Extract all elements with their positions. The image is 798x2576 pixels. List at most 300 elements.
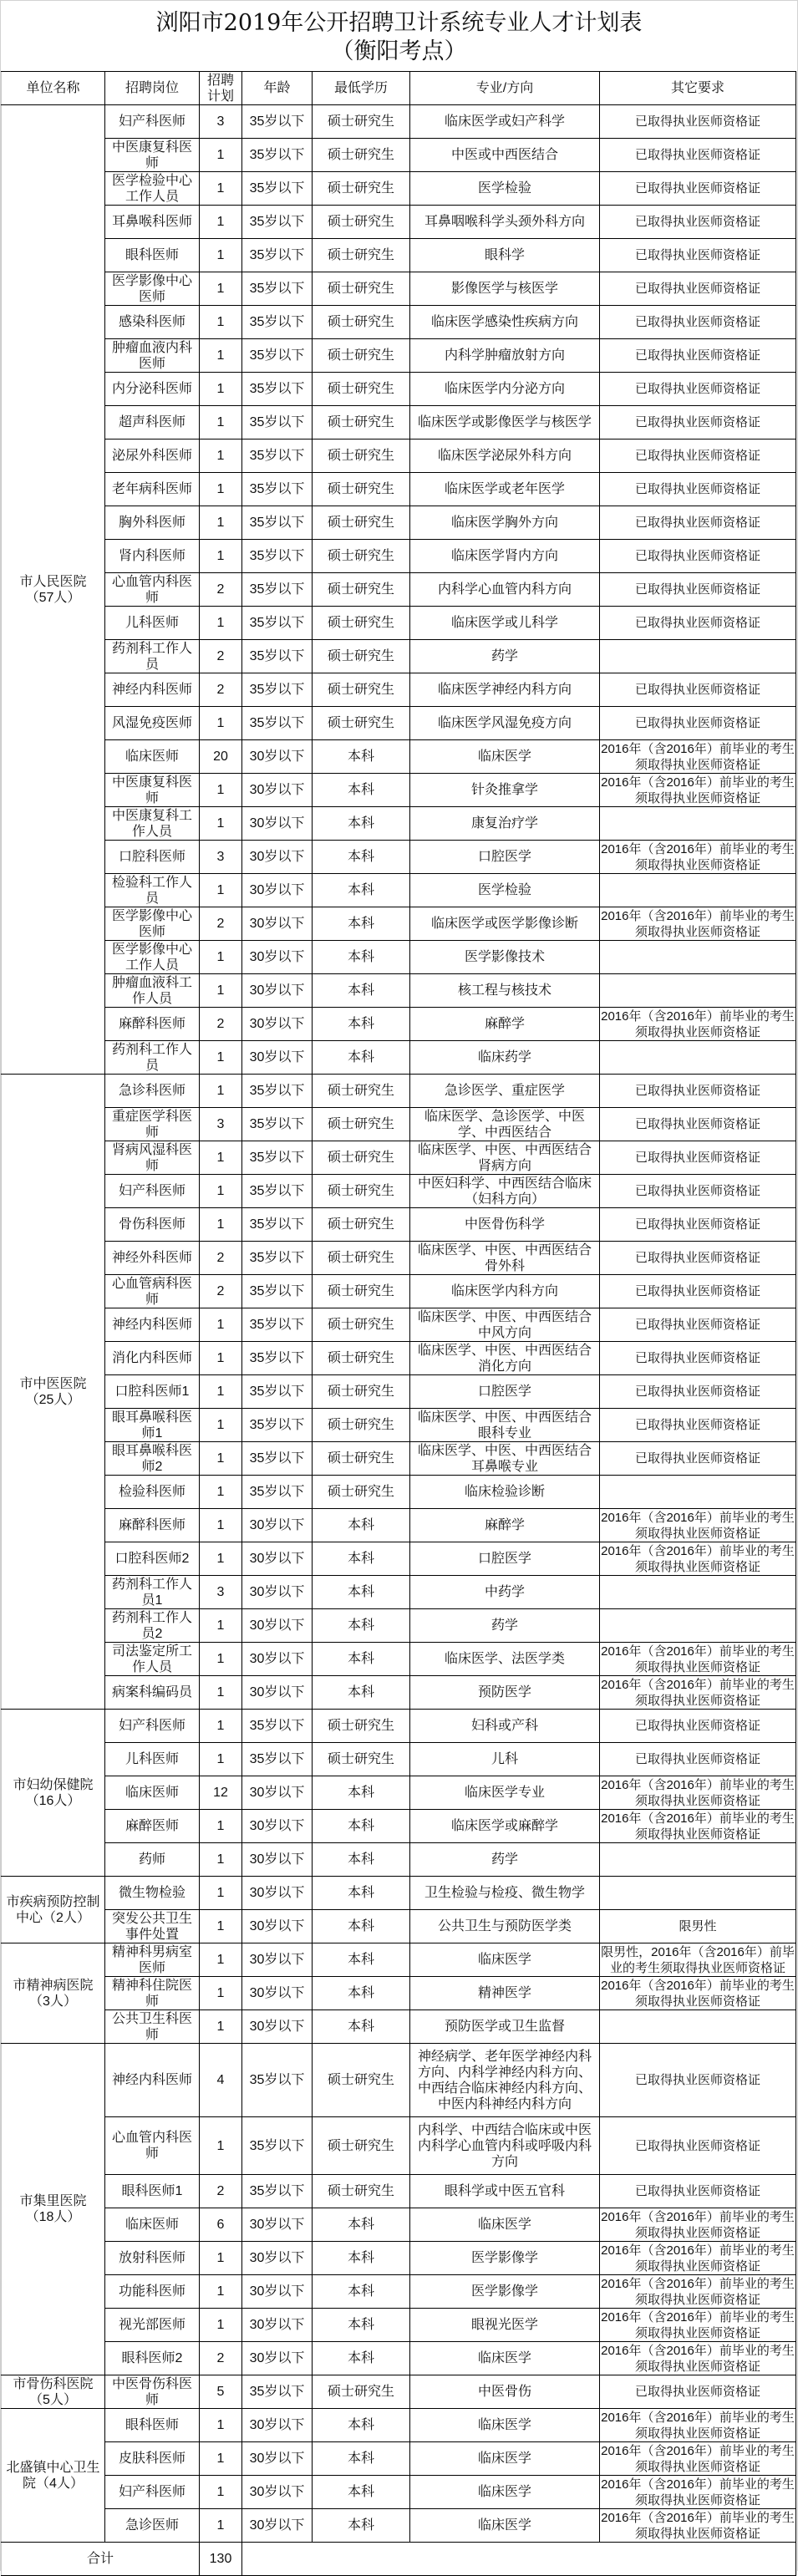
table-row <box>2 1542 796 1576</box>
cell-education: 硕士研究生 <box>313 1342 410 1375</box>
cell-major: 临床医学、中医、中西医结合消化方向 <box>410 1342 600 1375</box>
cell-plan: 1 <box>200 439 242 473</box>
cell-plan: 1 <box>200 1609 242 1643</box>
table-row <box>2 172 796 206</box>
cell-requirement <box>600 974 796 1008</box>
table-row <box>2 2476 796 2509</box>
cell-plan: 3 <box>200 841 242 874</box>
cell-plan: 4 <box>200 2044 242 2117</box>
unit-name-cell <box>2 1075 105 1710</box>
cell-position: 急诊科医师 <box>105 1075 200 1108</box>
cell-requirement: 已取得执业医师资格证 <box>600 1175 796 1208</box>
cell-age: 35岁以下 <box>242 506 313 540</box>
cell-major: 麻醉学 <box>410 1008 600 1041</box>
cell-education: 本科 <box>313 1609 410 1643</box>
cell-major: 临床医学或麻醉学 <box>410 1810 600 1843</box>
cell-major: 临床医学 <box>410 2409 600 2442</box>
cell-education: 本科 <box>313 1643 410 1676</box>
cell-major: 口腔医学 <box>410 841 600 874</box>
cell-requirement: 已取得执业医师资格证 <box>600 406 796 439</box>
cell-requirement: 已取得执业医师资格证 <box>600 1375 796 1409</box>
cell-position: 眼科医师 <box>105 2409 200 2442</box>
unit-headcount: （16人） <box>25 1793 81 1808</box>
cell-position: 妇产科医师 <box>105 2476 200 2509</box>
table-row <box>2 1342 796 1375</box>
table-row <box>2 1108 796 1141</box>
cell-requirement: 已取得执业医师资格证 <box>600 473 796 506</box>
cell-age: 30岁以下 <box>242 2208 313 2242</box>
cell-age: 35岁以下 <box>242 339 313 373</box>
cell-major: 中医骨伤 <box>410 2375 600 2409</box>
table-row <box>2 2010 796 2044</box>
cell-age: 30岁以下 <box>242 2309 313 2342</box>
unit-name: 市骨伤科医院 <box>13 2376 94 2391</box>
cell-requirement: 2016年（含2016年）前毕业的考生须取得执业医师资格证 <box>601 2243 795 2274</box>
cell-position: 临床医师 <box>105 1776 200 1810</box>
cell-position: 药师 <box>105 1843 200 1877</box>
cell-position: 眼科医师1 <box>105 2175 200 2208</box>
cell-requirement: 已取得执业医师资格证 <box>600 339 796 373</box>
cell-age: 30岁以下 <box>242 1676 313 1710</box>
cell-major: 眼科学 <box>410 239 600 272</box>
cell-position: 儿科医师 <box>105 1743 200 1776</box>
cell-major: 眼科学或中医五官科 <box>410 2175 600 2208</box>
table-row <box>2 1509 796 1542</box>
table-row <box>2 640 796 673</box>
cell-major: 预防医学或卫生监督 <box>410 2010 600 2044</box>
cell-education: 硕士研究生 <box>313 1141 410 1175</box>
cell-education: 硕士研究生 <box>313 139 410 172</box>
cell-major: 临床医学或影像医学与核医学 <box>410 406 600 439</box>
cell-age: 35岁以下 <box>242 1308 313 1342</box>
cell-education: 硕士研究生 <box>313 1710 410 1743</box>
cell-age: 35岁以下 <box>242 373 313 406</box>
unit-name: 市集里医院 <box>19 2194 87 2208</box>
cell-major: 口腔医学 <box>410 1542 600 1576</box>
cell-requirement: 2016年（含2016年）前毕业的考生须取得执业医师资格证 <box>601 2510 795 2541</box>
cell-major: 精神医学 <box>410 1977 600 2010</box>
cell-plan: 12 <box>200 1776 242 1810</box>
cell-major: 康复治疗学 <box>410 807 600 841</box>
table-row <box>2 1576 796 1609</box>
table-row <box>2 1375 796 1409</box>
cell-requirement: 限男性 <box>600 1910 796 1943</box>
cell-major: 临床医学或医学影像诊断 <box>410 907 600 941</box>
cell-plan: 1 <box>200 1375 242 1409</box>
cell-requirement: 已取得执业医师资格证 <box>600 1141 796 1175</box>
cell-age: 35岁以下 <box>242 272 313 306</box>
cell-requirement: 已取得执业医师资格证 <box>600 172 796 206</box>
cell-plan: 1 <box>200 807 242 841</box>
cell-position: 肾内科医师 <box>105 540 200 573</box>
cell-requirement <box>600 1609 796 1643</box>
table-row <box>2 2175 796 2208</box>
page-title <box>1 1 797 71</box>
cell-education: 硕士研究生 <box>313 707 410 740</box>
cell-age: 35岁以下 <box>242 2375 313 2409</box>
cell-major: 临床医学 <box>410 2476 600 2509</box>
cell-age: 35岁以下 <box>242 1409 313 1442</box>
table-row <box>2 239 796 272</box>
cell-plan: 2 <box>200 907 242 941</box>
unit-headcount: （3人） <box>29 1994 77 2009</box>
unit-name-cell <box>2 1877 105 1943</box>
cell-education: 本科 <box>313 2442 410 2476</box>
cell-education: 硕士研究生 <box>313 1208 410 1242</box>
cell-plan: 1 <box>200 306 242 339</box>
cell-plan: 1 <box>200 1877 242 1910</box>
cell-major: 医学检验 <box>410 874 600 907</box>
cell-age: 35岁以下 <box>242 1075 313 1108</box>
cell-position: 功能科医师 <box>105 2275 200 2309</box>
cell-major: 急诊医学、重症医学 <box>410 1075 600 1108</box>
cell-position: 皮肤科医师 <box>105 2442 200 2476</box>
cell-education: 硕士研究生 <box>313 2175 410 2208</box>
cell-age: 35岁以下 <box>242 306 313 339</box>
cell-plan: 1 <box>200 1743 242 1776</box>
cell-major: 眼视光医学 <box>410 2309 600 2342</box>
table-row <box>2 2044 796 2117</box>
table-row <box>2 573 796 607</box>
cell-age: 35岁以下 <box>242 573 313 607</box>
table-row <box>2 506 796 540</box>
cell-age: 30岁以下 <box>242 941 313 974</box>
cell-requirement: 已取得执业医师资格证 <box>600 506 796 540</box>
cell-position: 眼耳鼻喉科医师2 <box>105 1442 200 1476</box>
cell-position: 临床医师 <box>105 2208 200 2242</box>
cell-requirement: 已取得执业医师资格证 <box>600 1342 796 1375</box>
cell-age: 35岁以下 <box>242 1108 313 1141</box>
cell-major: 临床医学或老年医学 <box>410 473 600 506</box>
cell-education: 硕士研究生 <box>313 105 410 139</box>
table-row <box>2 707 796 740</box>
cell-education: 硕士研究生 <box>313 172 410 206</box>
cell-requirement: 已取得执业医师资格证 <box>600 439 796 473</box>
cell-plan: 1 <box>200 2509 242 2543</box>
cell-major: 卫生检验与检疫、微生物学 <box>410 1877 600 1910</box>
header-major: 专业/方向 <box>410 72 600 105</box>
cell-age: 30岁以下 <box>242 1609 313 1643</box>
cell-position: 神经内科医师 <box>105 2044 200 2117</box>
cell-education: 硕士研究生 <box>313 239 410 272</box>
cell-education: 本科 <box>313 2409 410 2442</box>
cell-plan: 2 <box>200 1275 242 1308</box>
cell-requirement: 已取得执业医师资格证 <box>600 673 796 707</box>
table-row <box>2 2208 796 2242</box>
cell-education: 硕士研究生 <box>313 2117 410 2175</box>
cell-position: 感染科医师 <box>105 306 200 339</box>
cell-position: 急诊医师 <box>105 2509 200 2543</box>
cell-position: 突发公共卫生事件处置 <box>105 1910 200 1943</box>
cell-age: 30岁以下 <box>242 1576 313 1609</box>
cell-position: 超声科医师 <box>105 406 200 439</box>
cell-major: 妇科或产科 <box>410 1710 600 1743</box>
cell-plan: 1 <box>200 272 242 306</box>
cell-education: 本科 <box>313 974 410 1008</box>
cell-requirement: 已取得执业医师资格证 <box>600 707 796 740</box>
table-row <box>2 1208 796 1242</box>
cell-position: 胸外科医师 <box>105 506 200 540</box>
cell-major: 中医骨伤科学 <box>410 1208 600 1242</box>
header-age: 年龄 <box>242 72 313 105</box>
cell-major: 耳鼻咽喉科学头颈外科方向 <box>410 206 600 239</box>
cell-age: 30岁以下 <box>242 974 313 1008</box>
cell-education: 硕士研究生 <box>313 1409 410 1442</box>
cell-age: 30岁以下 <box>242 1776 313 1810</box>
cell-age: 30岁以下 <box>242 2442 313 2476</box>
table-row <box>2 1242 796 1275</box>
cell-education: 本科 <box>313 807 410 841</box>
cell-requirement: 已取得执业医师资格证 <box>600 206 796 239</box>
cell-age: 35岁以下 <box>242 1710 313 1743</box>
cell-requirement: 已取得执业医师资格证 <box>600 607 796 640</box>
cell-position: 麻醉医师 <box>105 1810 200 1843</box>
table-body <box>2 105 796 2543</box>
table-row <box>2 2275 796 2309</box>
cell-education: 硕士研究生 <box>313 573 410 607</box>
cell-plan: 1 <box>200 139 242 172</box>
cell-position: 老年病科医师 <box>105 473 200 506</box>
cell-requirement: 2016年（含2016年）前毕业的考生须取得执业医师资格证 <box>601 2309 795 2340</box>
cell-education: 本科 <box>313 1008 410 1041</box>
cell-requirement: 2016年（含2016年）前毕业的考生须取得执业医师资格证 <box>601 1510 795 1541</box>
cell-major: 核工程与核技术 <box>410 974 600 1008</box>
cell-plan: 2 <box>200 573 242 607</box>
cell-position: 神经内科医师 <box>105 1308 200 1342</box>
cell-age: 35岁以下 <box>242 2044 313 2117</box>
unit-name: 市中医医院 <box>19 1376 87 1391</box>
cell-major: 临床医学、中医、中西医结合眼科专业 <box>410 1409 600 1442</box>
header-education: 最低学历 <box>313 72 410 105</box>
cell-plan: 1 <box>200 540 242 573</box>
cell-major: 临床医学、中医、中西医结合耳鼻喉专业 <box>410 1442 600 1476</box>
table-row <box>2 874 796 907</box>
cell-position: 内分泌科医师 <box>105 373 200 406</box>
header-plan: 招聘计划 <box>200 72 242 105</box>
cell-position: 医学影像中心工作人员 <box>105 941 200 974</box>
cell-age: 35岁以下 <box>242 139 313 172</box>
cell-requirement: 已取得执业医师资格证 <box>600 2117 796 2175</box>
cell-plan: 1 <box>200 1409 242 1442</box>
cell-education: 本科 <box>313 2476 410 2509</box>
cell-position: 口腔科医师2 <box>105 1542 200 1576</box>
cell-education: 本科 <box>313 1910 410 1943</box>
cell-major: 神经病学、老年医学神经内科方向、内科学神经内科方向、中西结合临床神经内科方向、中医内科神经内科方向 <box>410 2044 600 2117</box>
cell-major: 中医或中西医结合 <box>410 139 600 172</box>
table-header-row <box>2 72 796 105</box>
total-label: 合计 <box>2 2543 200 2576</box>
table-row <box>2 2342 796 2375</box>
cell-education: 本科 <box>313 2208 410 2242</box>
cell-age: 35岁以下 <box>242 206 313 239</box>
cell-requirement <box>600 1877 796 1910</box>
cell-requirement: 2016年（含2016年）前毕业的考生须取得执业医师资格证 <box>601 841 795 872</box>
cell-plan: 1 <box>200 2409 242 2442</box>
cell-requirement: 已取得执业医师资格证 <box>600 1275 796 1308</box>
cell-plan: 1 <box>200 707 242 740</box>
cell-position: 医学检验中心工作人员 <box>105 172 200 206</box>
cell-requirement: 2016年（含2016年）前毕业的考生须取得执业医师资格证 <box>601 1009 795 1039</box>
cell-age: 35岁以下 <box>242 1442 313 1476</box>
cell-plan: 1 <box>200 2309 242 2342</box>
cell-major: 口腔医学 <box>410 1375 600 1409</box>
unit-headcount: （4人） <box>36 2476 84 2491</box>
unit-name-cell <box>2 105 105 1075</box>
cell-plan: 2 <box>200 673 242 707</box>
cell-plan: 5 <box>200 2375 242 2409</box>
unit-headcount: （2人） <box>43 1910 90 1925</box>
cell-age: 35岁以下 <box>242 473 313 506</box>
cell-age: 30岁以下 <box>242 1910 313 1943</box>
table-row <box>2 974 796 1008</box>
cell-requirement: 2016年（含2016年）前毕业的考生须取得执业医师资格证 <box>601 2410 795 2441</box>
cell-plan: 1 <box>200 2010 242 2044</box>
table-row <box>2 1643 796 1676</box>
cell-requirement: 限男性，2016年（含2016年）前毕业的考生须取得执业医师资格证 <box>601 1944 795 1975</box>
cell-education: 本科 <box>313 774 410 807</box>
cell-age: 35岁以下 <box>242 640 313 673</box>
unit-name: 北盛镇中心卫生院 <box>6 2460 100 2491</box>
cell-position: 医学影像中心医师 <box>105 907 200 941</box>
cell-position: 精神科男病室医师 <box>105 1943 200 1977</box>
cell-plan: 1 <box>200 941 242 974</box>
cell-education: 硕士研究生 <box>313 206 410 239</box>
cell-position: 药剂科工作人员1 <box>105 1576 200 1609</box>
table-row <box>2 1810 796 1843</box>
cell-plan: 1 <box>200 1910 242 1943</box>
cell-major: 预防医学 <box>410 1676 600 1710</box>
cell-plan: 1 <box>200 1943 242 1977</box>
cell-plan: 1 <box>200 406 242 439</box>
cell-plan: 1 <box>200 473 242 506</box>
cell-education: 硕士研究生 <box>313 540 410 573</box>
cell-major: 内科学心血管内科方向 <box>410 573 600 607</box>
cell-age: 30岁以下 <box>242 1008 313 1041</box>
cell-requirement <box>600 1576 796 1609</box>
cell-plan: 1 <box>200 874 242 907</box>
table-row <box>2 105 796 139</box>
cell-age: 35岁以下 <box>242 1242 313 1275</box>
cell-education: 本科 <box>313 1977 410 2010</box>
cell-plan: 1 <box>200 774 242 807</box>
cell-requirement: 2016年（含2016年）前毕业的考生须取得执业医师资格证 <box>601 2443 795 2474</box>
cell-plan: 1 <box>200 1141 242 1175</box>
cell-position: 儿科医师 <box>105 607 200 640</box>
table-row <box>2 2309 796 2342</box>
cell-position: 泌尿外科医师 <box>105 439 200 473</box>
cell-education: 硕士研究生 <box>313 373 410 406</box>
cell-position: 眼耳鼻喉科医师1 <box>105 1409 200 1442</box>
cell-position: 心血管内科医师 <box>105 2117 200 2175</box>
table-row <box>2 1442 796 1476</box>
cell-requirement <box>600 1843 796 1877</box>
cell-position: 肿瘤血液科工作人员 <box>105 974 200 1008</box>
cell-plan: 1 <box>200 974 242 1008</box>
cell-requirement: 已取得执业医师资格证 <box>600 105 796 139</box>
table-row <box>2 841 796 874</box>
cell-position: 精神科住院医师 <box>105 1977 200 2010</box>
cell-education: 硕士研究生 <box>313 2044 410 2117</box>
cell-requirement: 已取得执业医师资格证 <box>600 239 796 272</box>
cell-plan: 3 <box>200 105 242 139</box>
cell-education: 硕士研究生 <box>313 673 410 707</box>
cell-education: 硕士研究生 <box>313 1175 410 1208</box>
cell-education: 硕士研究生 <box>313 1075 410 1108</box>
table-row <box>2 907 796 941</box>
cell-requirement <box>600 1476 796 1509</box>
table-row <box>2 272 796 306</box>
table-row <box>2 807 796 841</box>
cell-position: 肾病风湿科医师 <box>105 1141 200 1175</box>
cell-education: 本科 <box>313 2242 410 2275</box>
cell-plan: 2 <box>200 2175 242 2208</box>
cell-position: 中医骨伤科医师 <box>105 2375 200 2409</box>
cell-position: 中医康复科医师 <box>105 139 200 172</box>
table-row <box>2 1041 796 1075</box>
cell-requirement: 2016年（含2016年）前毕业的考生须取得执业医师资格证 <box>601 2477 795 2507</box>
cell-age: 30岁以下 <box>242 1877 313 1910</box>
cell-position: 麻醉科医师 <box>105 1509 200 1542</box>
cell-major: 临床医学或妇产科学 <box>410 105 600 139</box>
cell-position: 视光部医师 <box>105 2309 200 2342</box>
cell-plan: 3 <box>200 1576 242 1609</box>
cell-plan: 1 <box>200 1442 242 1476</box>
cell-major: 内科学肿瘤放射方向 <box>410 339 600 373</box>
cell-age: 30岁以下 <box>242 2242 313 2275</box>
cell-age: 30岁以下 <box>242 2275 313 2309</box>
table-row <box>2 1275 796 1308</box>
cell-plan: 1 <box>200 1710 242 1743</box>
cell-major: 临床医学、急诊医学、中医学、中西医结合 <box>410 1108 600 1141</box>
cell-education: 硕士研究生 <box>313 439 410 473</box>
cell-requirement: 已取得执业医师资格证 <box>600 2375 796 2409</box>
cell-age: 35岁以下 <box>242 1208 313 1242</box>
cell-position: 眼科医师2 <box>105 2342 200 2375</box>
cell-plan: 1 <box>200 1843 242 1877</box>
cell-education: 本科 <box>313 1877 410 1910</box>
cell-requirement: 2016年（含2016年）前毕业的考生须取得执业医师资格证 <box>601 908 795 939</box>
cell-position: 中医康复科工作人员 <box>105 807 200 841</box>
table-row <box>2 1075 796 1108</box>
cell-position: 麻醉科医师 <box>105 1008 200 1041</box>
cell-major: 临床医学 <box>410 2342 600 2375</box>
unit-name-cell <box>2 1710 105 1877</box>
cell-education: 硕士研究生 <box>313 1108 410 1141</box>
cell-requirement <box>600 941 796 974</box>
cell-requirement: 2016年（含2016年）前毕业的考生须取得执业医师资格证 <box>601 1677 795 1708</box>
cell-age: 35岁以下 <box>242 105 313 139</box>
cell-education: 本科 <box>313 2509 410 2543</box>
cell-position: 心血管内科医师 <box>105 573 200 607</box>
cell-plan: 1 <box>200 2442 242 2476</box>
cell-major: 临床检验诊断 <box>410 1476 600 1509</box>
unit-headcount: （57人） <box>25 590 81 605</box>
table-row <box>2 2509 796 2543</box>
cell-major: 公共卫生与预防医学类 <box>410 1910 600 1943</box>
table-row <box>2 439 796 473</box>
cell-plan: 1 <box>200 2476 242 2509</box>
cell-requirement: 已取得执业医师资格证 <box>600 373 796 406</box>
cell-education: 本科 <box>313 2275 410 2309</box>
cell-age: 30岁以下 <box>242 874 313 907</box>
cell-education: 硕士研究生 <box>313 607 410 640</box>
cell-position: 妇产科医师 <box>105 105 200 139</box>
table-row <box>2 941 796 974</box>
cell-major: 针灸推拿学 <box>410 774 600 807</box>
cell-requirement: 已取得执业医师资格证 <box>600 139 796 172</box>
cell-age: 30岁以下 <box>242 907 313 941</box>
cell-requirement: 2016年（含2016年）前毕业的考生须取得执业医师资格证 <box>601 1811 795 1842</box>
